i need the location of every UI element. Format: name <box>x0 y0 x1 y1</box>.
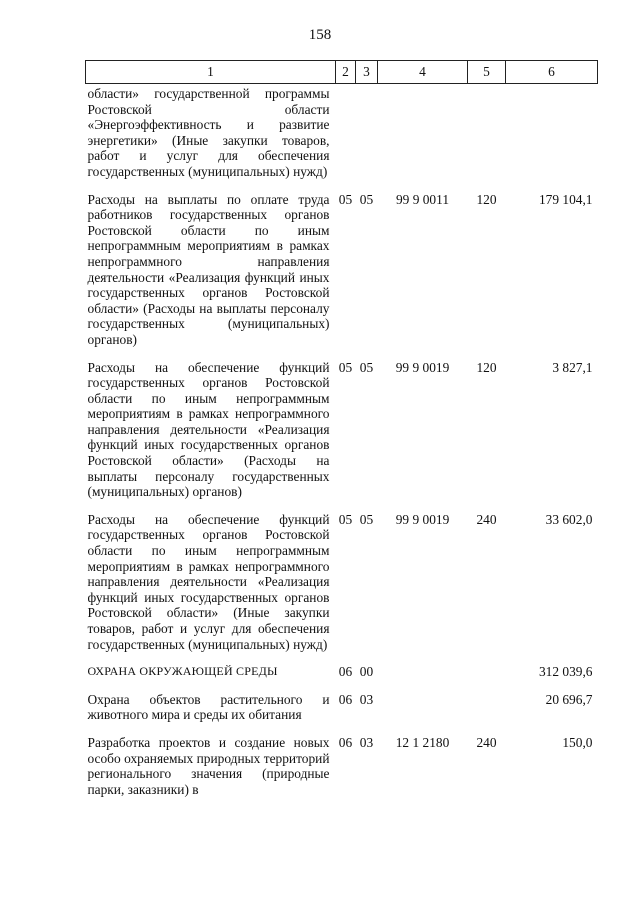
row-target-code <box>378 688 468 731</box>
row-subsection-code <box>356 84 378 188</box>
row-expense-type: 120 <box>476 191 497 207</box>
header-col-5: 5 <box>468 61 506 84</box>
row-amount: 33 602,0 <box>545 511 593 527</box>
row-subsection-code: 05 <box>359 191 374 207</box>
row-description: Расходы на обеспечение функций государственных органов Ростовской области по иным непрограммным мероприятиям в рамках непрограммного направления деятельности «Реализация функций иных государственных органов Ростовской области» (Иные закупки товаров, работ и услуг для обеспечения государственных (муниципальных) нужд) <box>87 511 330 652</box>
row-amount: 150,0 <box>562 734 593 750</box>
row-amount: 179 104,1 <box>538 191 593 207</box>
row-description: Расходы на обеспечение функций государственных органов Ростовской области по иным непрограммным мероприятиям в рамках непрограммного направления деятельности «Реализация функций иных государственных органов Ростовской области» (Расходы на выплаты персоналу государственных (муниципальных) органов) <box>87 359 330 500</box>
row-subsection-code: 05 <box>359 511 374 527</box>
row-description: ОХРАНА ОКРУЖАЮЩЕЙ СРЕДЫ <box>87 664 278 679</box>
header-col-1: 1 <box>86 61 336 84</box>
row-section-code: 05 <box>338 511 353 527</box>
row-amount <box>506 84 598 188</box>
row-target-code: 99 9 0011 <box>395 191 450 207</box>
row-section-code: 06 <box>338 691 353 707</box>
row-target-code <box>378 660 468 688</box>
row-amount: 3 827,1 <box>552 359 593 375</box>
header-col-4: 4 <box>378 61 468 84</box>
row-target-code <box>378 84 468 188</box>
row-subsection-code: 03 <box>359 734 374 750</box>
header-col-6: 6 <box>506 61 598 84</box>
row-expense-type <box>468 688 506 731</box>
row-section-code: 05 <box>338 359 353 375</box>
page-number: 158 <box>308 27 332 43</box>
table-header-row <box>86 61 598 84</box>
row-amount: 312 039,6 <box>538 664 593 680</box>
row-target-code: 99 9 0019 <box>395 359 450 375</box>
row-section-code: 06 <box>338 734 353 750</box>
row-description: Охрана объектов растительного и животного мира и среды их обитания <box>87 691 330 723</box>
row-target-code: 12 1 2180 <box>395 734 450 750</box>
table-row <box>86 731 598 805</box>
table-row <box>86 188 598 356</box>
row-amount: 20 696,7 <box>545 691 593 707</box>
row-section-code <box>336 84 356 188</box>
row-expense-type <box>468 84 506 188</box>
row-description: области» государственной программы Ростовской области «Энергоэффективность и развитие энергетики» (Иные закупки товаров, работ и услуг для обеспечения государственных (муниципальных) нужд) <box>87 86 330 179</box>
budget-table <box>85 60 598 805</box>
row-expense-type: 240 <box>476 511 497 527</box>
header-col-3: 3 <box>356 61 378 84</box>
row-expense-type: 120 <box>476 359 497 375</box>
table-row <box>86 688 598 731</box>
row-expense-type: 240 <box>476 734 497 750</box>
row-description: Разработка проектов и создание новых особо охраняемых природных территорий регионального значения (природные парки, заказники) в <box>87 734 330 797</box>
row-subsection-code: 00 <box>359 664 374 680</box>
table-row <box>86 508 598 660</box>
table-row <box>86 84 598 188</box>
row-description: Расходы на выплаты по оплате труда работников государственных органов Ростовской области по иным непрограммным мероприятиям в рамках непрограммного направления деятельности «Реализация функций иных государственных органов Ростовской области» (Расходы на выплаты персоналу государственных (муниципальных) органов) <box>87 191 330 347</box>
table-row <box>86 356 598 508</box>
row-section-code: 05 <box>338 191 353 207</box>
table-row <box>86 660 598 688</box>
row-target-code: 99 9 0019 <box>395 511 450 527</box>
row-section-code: 06 <box>338 664 353 680</box>
row-subsection-code: 05 <box>359 359 374 375</box>
header-col-2: 2 <box>336 61 356 84</box>
row-subsection-code: 03 <box>359 691 374 707</box>
row-expense-type <box>468 660 506 688</box>
